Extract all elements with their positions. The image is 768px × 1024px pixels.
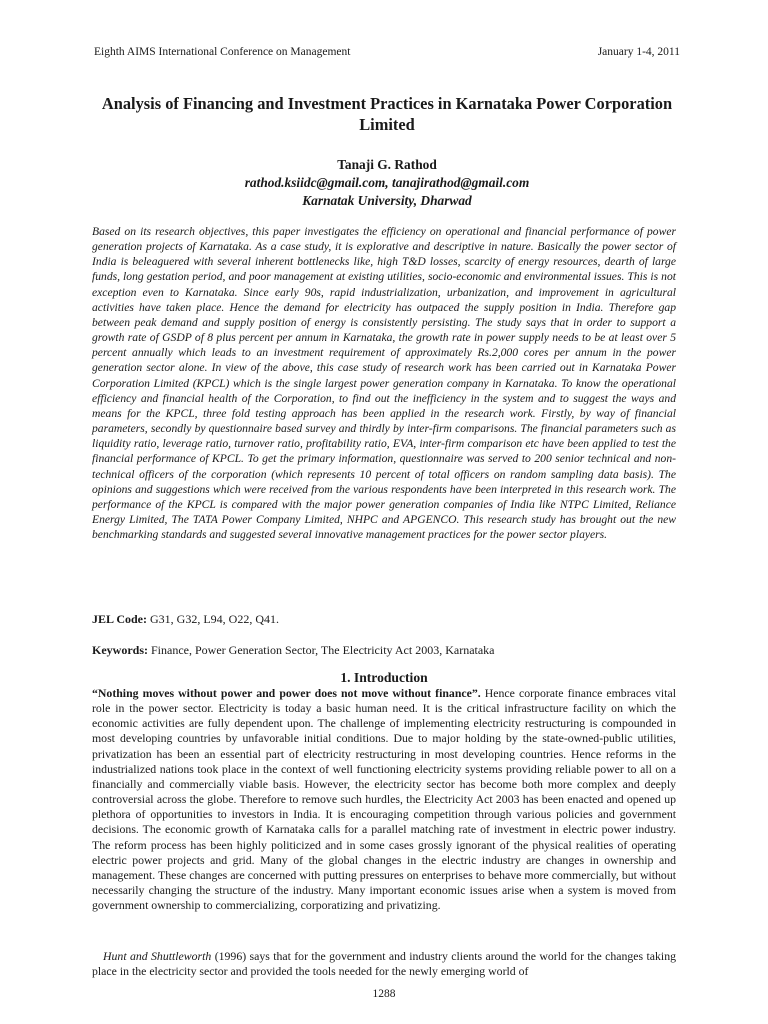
introduction-paragraph-1 — [92, 686, 676, 913]
section-heading-introduction: 1. Introduction — [340, 670, 428, 685]
abstract: Based on its research objectives, this paper investigates the efficiency on operational and financial performance of power generation projects of Karnataka. As a case study, it is explorative and descriptive in nature. Basically the power sector of India is beleaguered with several inherent bottlenecks like, high T&D losses, scarcity of energy resources, dearth of large funds, long gestation period, and poor management at existing utilities, socio-economic and environmental issues. This is not exception even to Karnataka. Since early 90s, rapid industrialization, urbanization, and improvement in agricultural activities have taken place. Hence the demand for electricity has outpaced the supply position in India. Therefore gap between peak demand and supply position of energy is consistently persisting. The study says that in order to support a growth rate of GSDP of 8 plus percent per annum in Karnataka, the growth rate in power supply needs to be at least over 5 percent annually which leads to an investment requirement of approximately Rs.2,000 cores per annum in the power generation sector alone. In view of the above, this case study of research work has been carried out in Karnataka Power Corporation Limited (KPCL) which is the single largest power generation company in Karnataka. To know the operational efficiency and financial health of the Corporation, to find out the inefficiency in the system and to suggest the ways and means for the KPCL, three fold testing approach has been applied in the research work. Firstly, by way of financial parameters, secondly by questionnaire based survey and thirdly by inter-firm comparisons. The financial parameters such as liquidity ratio, leverage ratio, turnover ratio, profitability ratio, EVA, inter-firm comparison etc have been applied to test the financial performance of KPCL. To get the primary information, questionnaire was served to 200 senior technical and non-technical officers of the corporation (which represents 10 percent of total officers on random sampling data basis). The opinions and suggestions which were received from the various respondents have been interpreted in this research work. The performance of the KPCL is compared with the major power generation companies of India like NTPC Limited, Reliance Energy Limited, The TATA Power Company Limited, NHPC and APGENCO. This research study has brought out the new benchmarking standards and suggested several innovative management practices for the power sector players. — [92, 225, 676, 542]
paper-title: Analysis of Financing and Investment Practices in Karnataka Power Corporation Limited — [101, 94, 673, 134]
page-number: 1288 — [372, 988, 396, 1000]
opening-quote: “Nothing moves without power and power does not move without finance”. — [92, 686, 481, 700]
author-emails: rathod.ksiidc@gmail.com, tanajirathod@gmail.com — [244, 175, 530, 190]
author-name: Tanaji G. Rathod — [337, 157, 437, 172]
author-block — [94, 156, 680, 210]
keywords-label: Keywords: — [92, 643, 148, 657]
citation-authors: Hunt and Shuttleworth — [103, 949, 212, 963]
introduction-paragraph-2 — [92, 949, 676, 979]
keywords-value: Finance, Power Generation Sector, The Electricity Act 2003, Karnataka — [148, 643, 495, 657]
running-header — [94, 45, 680, 59]
conference-name: Eighth AIMS International Conference on Management — [94, 46, 351, 58]
jel-value: G31, G32, L94, O22, Q41. — [147, 612, 280, 626]
jel-codes — [92, 612, 676, 627]
conference-date: January 1-4, 2011 — [597, 46, 680, 58]
author-affiliation: Karnatak University, Dharwad — [302, 193, 472, 208]
introduction-paragraph-1-text: Hence corporate finance embraces vital role in the power sector. Electricity is today a basic human need. It is the critical infrastructure facility on which the economic activities are fully dependent upon. The challenge of implementing electricity restructuring is compounded in most developing countries by unfavorable initial conditions. Due to major holding by the state-owned-public utilities, privatization has been an essential part of electricity restructuring in most developing countries. Hence reforms in the industrialized nations took place in the context of well functioning electricity systems providing reliable power to all on a financially and commercially viable basis. However, the electricity sector has become both more complex and deeply controversial across the globe. Therefore to remove such hurdles, the Electricity Act 2003 has been enacted and opened up plethora of opportunities to investors in India. It is encouraging competition through various policies and government decisions. The economic growth of Karnataka calls for a parallel matching rate of investment in electric power industry. The reform process has been highly politicized and in some cases grossly ignorant of the physical realities of operating electric power projects and grid. Many of the global changes in the electric industry are changes in ownership and management. These changes are concerned with putting pressures on enterprises to behave more commercially, but without necessarily changing the structure of the industry. Many important economic issues arise when a system is moved from government ownership to commercializing, corporatizing and privatizing. — [92, 686, 676, 913]
introduction-paragraph-2-text: (1996) says that for the government and industry clients around the world for the changes taking place in the electricity sector and provided the tools needed for the newly emerging world of — [92, 949, 676, 979]
keywords — [92, 643, 676, 658]
jel-label: JEL Code: — [92, 612, 148, 626]
